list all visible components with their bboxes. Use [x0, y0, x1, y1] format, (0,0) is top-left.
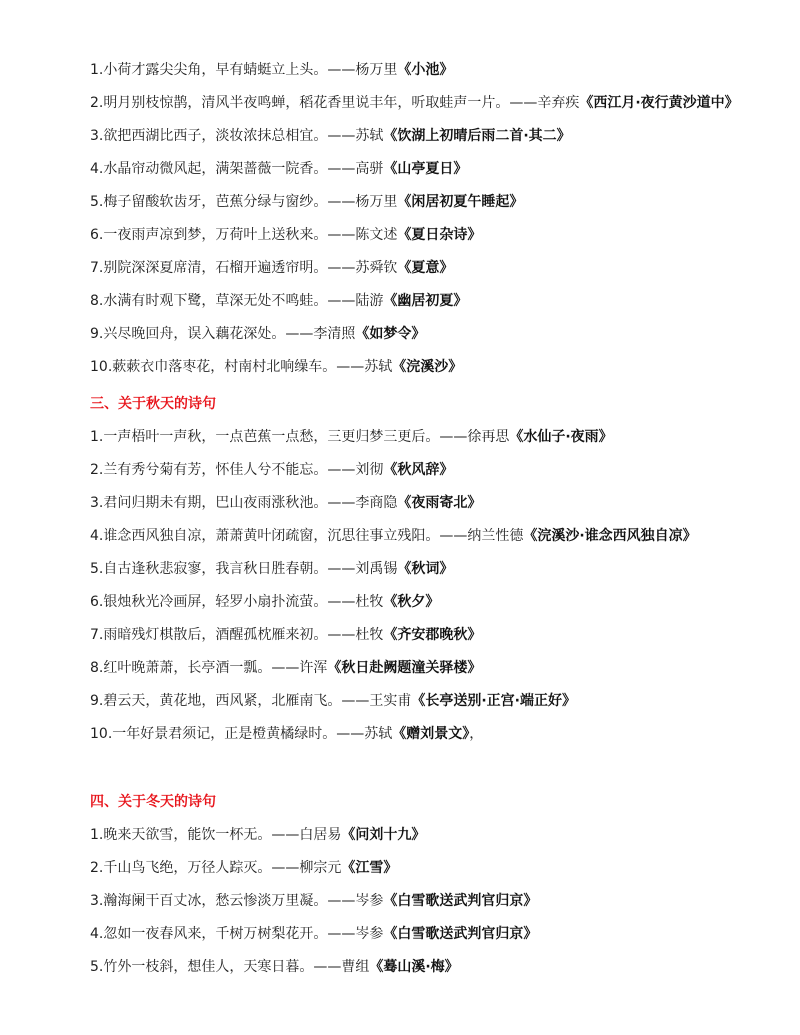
poem-text: 5.自古逢秋悲寂寥，我言秋日胜春朝。——刘禹锡 [90, 561, 398, 577]
poem-text: 7.别院深深夏席清，石榴开遍透帘明。——苏舜钦 [90, 260, 398, 276]
poem-text: 2.兰有秀兮菊有芳，怀佳人兮不能忘。——刘彻 [90, 462, 384, 478]
poem-line [90, 225, 760, 245]
poem-text: 3.君问归期未有期，巴山夜雨涨秋池。——李商隐 [90, 495, 398, 511]
poem-line [90, 60, 760, 80]
poem-text: 6.银烛秋光冷画屏，轻罗小扇扑流萤。——杜牧 [90, 594, 384, 610]
poem-text: 2.明月别枝惊鹊，清风半夜鸣蝉，稻花香里说丰年，听取蛙声一片。——辛弃疾 [90, 95, 580, 111]
poem-title: 《夏意》 [397, 260, 454, 276]
poem-title: 《白雪歌送武判官归京》 [383, 893, 538, 909]
poem-title: 《浣溪沙·谁念西风独自凉》 [523, 528, 697, 544]
poem-text: 3.瀚海阑干百丈冰，愁云惨淡万里凝。——岑参 [90, 893, 384, 909]
poem-title: 《夏日杂诗》 [397, 227, 482, 243]
poem-line [90, 858, 760, 878]
poem-line [90, 460, 760, 480]
poem-title: 《水仙子·夜雨》 [509, 429, 613, 445]
poem-line [90, 625, 760, 645]
poem-title: 《白雪歌送武判官归京》 [383, 926, 538, 942]
poem-line [90, 192, 760, 212]
poem-title: 《闲居初夏午睡起》 [397, 194, 524, 210]
poem-text: 5.竹外一枝斜，想佳人，天寒日暮。——曹组 [90, 959, 370, 975]
poem-title: 《夜雨寄北》 [397, 495, 482, 511]
poem-line [90, 324, 760, 344]
poem-title: 《西江月·夜行黄沙道中》 [579, 95, 739, 111]
poem-text: 10.一年好景君须记，正是橙黄橘绿时。——苏轼 [90, 726, 393, 742]
poem-title: 《长亭送别·正宫·端正好》 [411, 693, 576, 709]
poem-line [90, 159, 760, 179]
poem-line [90, 924, 760, 944]
poem-text: 1.一声梧叶一声秋，一点芭蕉一点愁，三更归梦三更后。——徐再思 [90, 429, 510, 445]
poem-title: 《江雪》 [341, 860, 398, 876]
poem-line [90, 526, 760, 546]
poem-title: 《秋词》 [397, 561, 454, 577]
poem-text: 9.碧云天，黄花地，西风紧，北雁南飞。——王实甫 [90, 693, 412, 709]
poem-text: 1.晚来天欲雪，能饮一杯无。——白居易 [90, 827, 342, 843]
poem-title: 《问刘十九》 [341, 827, 426, 843]
poem-title: 《蓦山溪·梅》 [369, 959, 459, 975]
poem-text: 3.欲把西湖比西子，淡妆浓抹总相宜。——苏轼 [90, 128, 384, 144]
poem-text: 7.雨暗残灯棋散后，酒醒孤枕雁来初。——杜牧 [90, 627, 384, 643]
poem-tail: ， [469, 726, 484, 742]
poem-line [90, 258, 760, 278]
poem-text: 10.蔌蔌衣巾落枣花，村南村北响缲车。——苏轼 [90, 359, 393, 375]
poem-line [90, 957, 760, 977]
poem-line [90, 559, 760, 579]
poem-title: 《秋风辞》 [383, 462, 454, 478]
poem-line [90, 427, 760, 447]
poem-title: 《赠刘景文》 [392, 726, 470, 742]
poem-text: 2.千山鸟飞绝，万径人踪灭。——柳宗元 [90, 860, 342, 876]
poem-text: 5.梅子留酸软齿牙，芭蕉分绿与窗纱。——杨万里 [90, 194, 398, 210]
poem-line [90, 93, 760, 113]
poem-text: 6.一夜雨声凉到梦，万荷叶上送秋来。——陈文述 [90, 227, 398, 243]
poem-title: 《饮湖上初晴后雨二首·其二》 [383, 128, 571, 144]
poem-title: 《幽居初夏》 [383, 293, 468, 309]
poem-title: 《秋日赴阙题潼关驿楼》 [327, 660, 482, 676]
poem-line [90, 691, 760, 711]
poem-line [90, 592, 760, 612]
poem-text: 9.兴尽晚回舟，误入藕花深处。——李清照 [90, 326, 356, 342]
poem-text: 4.水晶帘动微风起，满架蔷薇一院香。——高骈 [90, 161, 384, 177]
poem-line [90, 291, 760, 311]
section-heading-winter: 四、关于冬天的诗句 [90, 794, 216, 810]
poem-line [90, 658, 760, 678]
poem-title: 《如梦令》 [355, 326, 426, 342]
poem-text: 4.忽如一夜春风来，千树万树梨花开。——岑参 [90, 926, 384, 942]
poem-line [90, 891, 760, 911]
poem-line [90, 724, 760, 744]
poem-title: 《山亭夏日》 [383, 161, 468, 177]
section-heading-autumn: 三、关于秋天的诗句 [90, 396, 216, 412]
poem-line [90, 825, 760, 845]
poem-text: 8.水满有时观下鹭，草深无处不鸣蛙。——陆游 [90, 293, 384, 309]
poem-line [90, 126, 760, 146]
poem-line [90, 493, 760, 513]
poem-text: 4.谁念西风独自凉，萧萧黄叶闭疏窗，沉思往事立残阳。——纳兰性德 [90, 528, 524, 544]
poem-text: 1.小荷才露尖尖角，早有蜻蜓立上头。——杨万里 [90, 62, 398, 78]
poem-line [90, 357, 760, 377]
poem-title: 《齐安郡晚秋》 [383, 627, 482, 643]
poem-title: 《秋夕》 [383, 594, 440, 610]
poem-text: 8.红叶晚萧萧，长亭酒一瓢。——许浑 [90, 660, 328, 676]
poem-title: 《小池》 [397, 62, 454, 78]
poem-title: 《浣溪沙》 [392, 359, 463, 375]
